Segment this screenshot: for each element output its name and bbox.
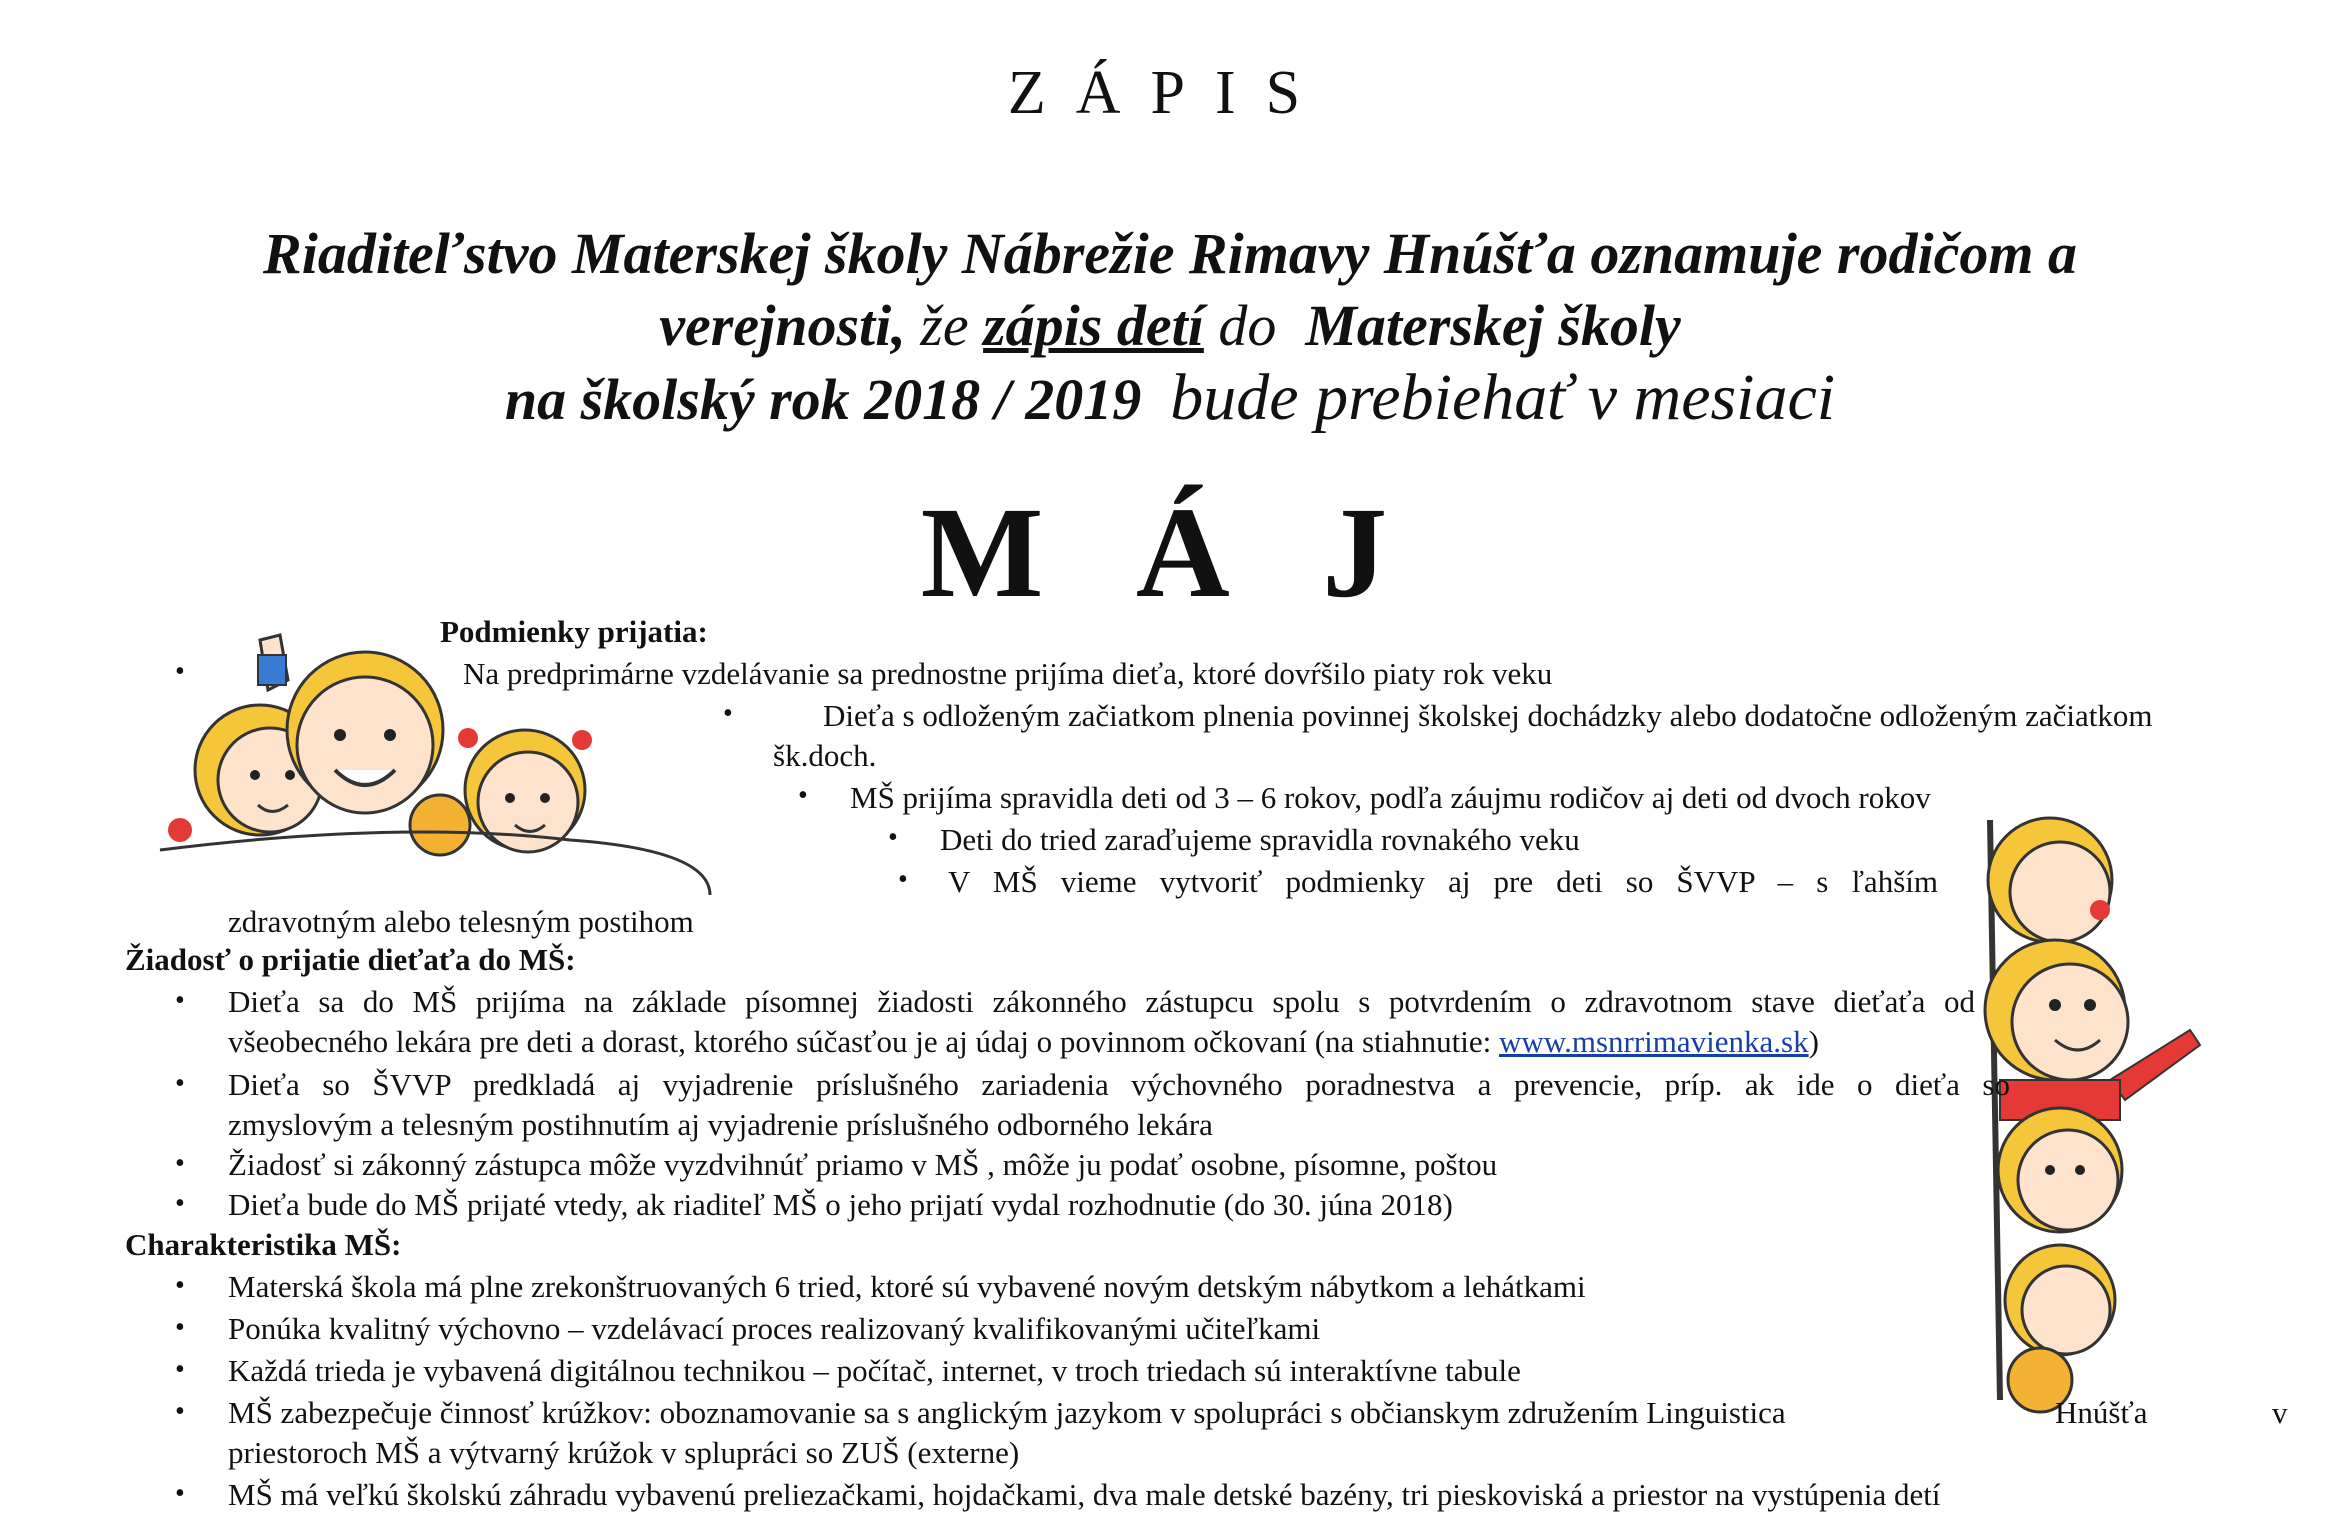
- bullet: •: [175, 1148, 185, 1179]
- bullet: •: [175, 656, 185, 687]
- headline-line-1: Riaditeľstvo Materskej školy Nábrežie Rimavy Hnúšťa oznamuje rodičom a: [263, 221, 2077, 286]
- headline-line-2: verejnosti, že zápis detí do Materskej školy: [659, 293, 1681, 358]
- children-column-clipart-icon: [1960, 800, 2240, 1420]
- application-item-2: Dieťa so ŠVVP predkladá aj vyjadrenie príslušného zariadenia výchovného poradnestva a prevencie, príp. ak ide o dieťa so: [228, 1067, 2010, 1102]
- application-heading: Žiadosť o prijatie dieťaťa do MŠ:: [125, 942, 576, 977]
- conditions-item-2-cont: šk.doch.: [773, 738, 877, 773]
- application-item-4: Dieťa bude do MŠ prijaté vtedy, ak riaditeľ MŠ o jeho prijatí vydal rozhodnutie (do 30. júna 2018): [228, 1187, 1453, 1222]
- conditions-item-4: Deti do tried zaraďujeme spravidla rovnakého veku: [940, 822, 1580, 857]
- characteristics-item-2: Ponúka kvalitný výchovno – vzdelávací proces realizovaný kvalifikovanými učiteľkami: [228, 1311, 1321, 1346]
- characteristics-item-1: Materská škola má plne zrekonštruovaných 6 tried, ktoré sú vybavené novým detským nábytkom a lehátkami: [228, 1269, 1586, 1304]
- enrollment-phrase: zápis detí: [983, 293, 1204, 358]
- characteristics-item-4-v: v: [2272, 1395, 2288, 1430]
- bullet: •: [175, 1478, 185, 1509]
- characteristics-heading: Charakteristika MŠ:: [125, 1227, 402, 1262]
- characteristics-item-4-cont: priestoroch MŠ a výtvarný krúžok v splupráci so ZUŠ (externe): [228, 1435, 1020, 1470]
- document-title: ZÁPIS: [1007, 59, 1331, 127]
- bullet: •: [898, 864, 908, 895]
- bullet: •: [175, 1068, 185, 1099]
- application-item-1: Dieťa sa do MŠ prijíma na základe písomnej žiadosti zákonného zástupcu spolu s potvrdením o zdravotnom stave dieťaťa od: [228, 984, 1975, 1019]
- bullet: •: [175, 1188, 185, 1219]
- bullet: •: [798, 780, 808, 811]
- bullet: •: [175, 1270, 185, 1301]
- characteristics-item-4: MŠ zabezpečuje činnosť krúžkov: oboznamovanie sa s anglickým jazykom v spolupráci s občianskym združením Linguistica: [228, 1395, 1786, 1430]
- month-heading: M Á J: [920, 481, 1418, 625]
- conditions-item-1: Na predprimárne vzdelávanie sa prednostne prijíma dieťa, ktoré dovŕšilo piaty rok veku: [463, 656, 1553, 691]
- conditions-item-5: V MŠ vieme vytvoriť podmienky aj pre deti so ŠVVP – s ľahším: [948, 864, 1938, 899]
- characteristics-item-3: Každá trieda je vybavená digitálnou technikou – počítač, internet, v troch triedach sú interaktívne tabule: [228, 1353, 1521, 1388]
- application-item-3: Žiadosť si zákonný zástupca môže vyzdvihnúť priamo v MŠ , môže ju podať osobne, písomne, poštou: [228, 1147, 1498, 1182]
- conditions-heading: Podmienky prijatia:: [440, 614, 708, 649]
- conditions-item-2: Dieťa s odloženým začiatkom plnenia povinnej školskej dochádzky alebo dodatočne odloženým začiatkom: [823, 698, 2153, 733]
- bullet: •: [175, 1312, 185, 1343]
- conditions-item-3: MŠ prijíma spravidla deti od 3 – 6 rokov, podľa záujmu rodičov aj deti od dvoch rokov: [850, 780, 1931, 815]
- bullet: •: [175, 1354, 185, 1385]
- website-link[interactable]: www.msnrrimavienka.sk: [1498, 1024, 1809, 1059]
- application-item-2-cont: zmyslovým a telesným postihnutím aj vyjadrenie príslušného odborného lekára: [228, 1107, 1213, 1142]
- bullet: •: [175, 985, 185, 1016]
- conditions-item-5-cont: zdravotným alebo telesným postihom: [228, 904, 694, 939]
- characteristics-item-5: MŠ má veľkú školskú záhradu vybavenú preliezačkami, hojdačkami, dva male detské bazény, tri pieskoviská a priestor na vystúpenia detí: [228, 1477, 1941, 1512]
- headline-line-3: na školský rok 2018 / 2019 bude prebiehať v mesiaci: [504, 361, 1836, 434]
- application-item-1-cont: všeobecného lekára pre deti a dorast, ktorého súčasťou je aj údaj o povinnom očkovaní (na stiahnutie: www.msnrrimavienka.sk): [228, 1024, 1819, 1059]
- bullet: •: [723, 698, 733, 729]
- bullet: •: [888, 822, 898, 853]
- characteristics-item-4-city: Hnúšťa: [2055, 1395, 2148, 1430]
- bullet: •: [175, 1396, 185, 1427]
